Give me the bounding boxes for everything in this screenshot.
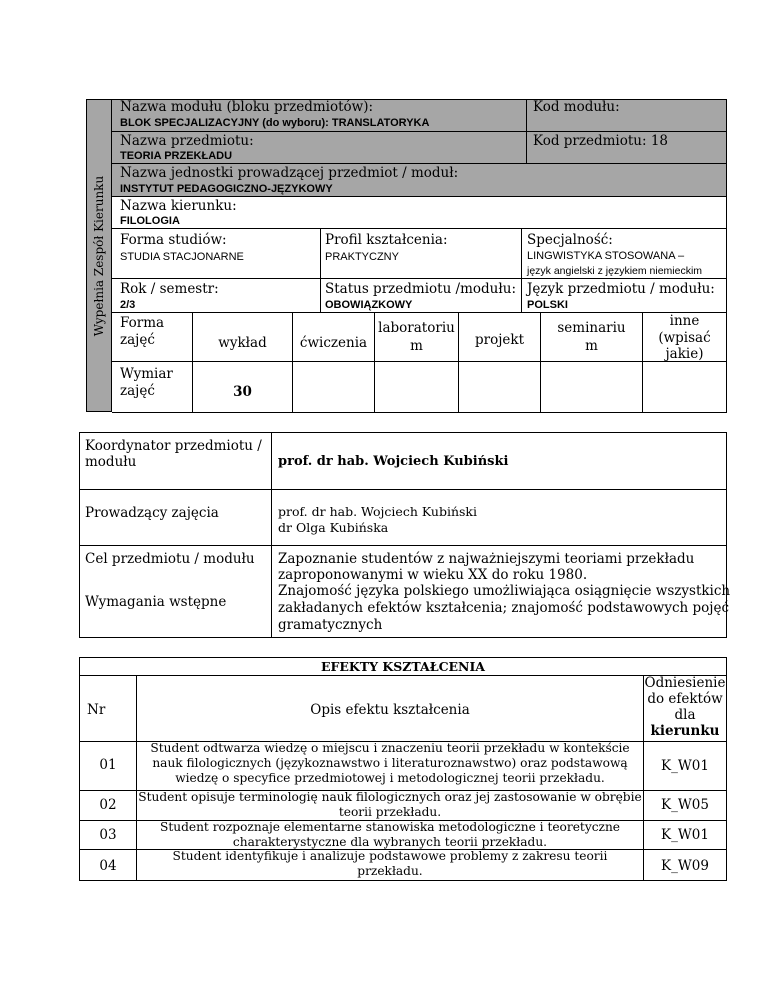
col-ref-3: dla: [674, 707, 696, 723]
goal-line-1: Zapoznanie studentów z najważniejszymi teoriami przekładu: [278, 551, 695, 567]
effect-nr: 04: [99, 858, 117, 874]
goal-label: Cel przedmiotu / modułu: [85, 551, 255, 567]
effect-nr: 02: [99, 797, 117, 813]
effect-ref: K_W09: [661, 858, 709, 874]
hours-label-1: Wymiar: [120, 366, 173, 382]
coordinator-value: prof. dr hab. Wojciech Kubiński: [278, 454, 509, 469]
language-label: Język przedmiotu / modułu:: [527, 281, 715, 297]
unit-value: INSTYTUT PEDAGOGICZNO-JĘZYKOWY: [120, 183, 333, 195]
effect-desc-line: Student opisuje terminologię nauk filologicznych oraz jej zastosowanie w obrębie: [138, 790, 642, 804]
hours-wyklad: 30: [233, 384, 252, 400]
form-inne-3: jakie): [665, 346, 704, 362]
effect-desc-line: nauk filologicznych (językoznawstwo i literaturoznawstwo) oraz podstawową: [152, 756, 628, 770]
coordinator-label-1: Koordynator przedmiotu /: [85, 438, 262, 454]
effect-nr: 01: [99, 757, 117, 773]
specialty-value-2: język angielski z językiem niemieckim: [527, 265, 703, 277]
col-nr: Nr: [87, 702, 106, 718]
year-label: Rok / semestr:: [120, 281, 219, 297]
profile-label: Profil kształcenia:: [325, 232, 448, 248]
req-line-1: Znajomość języka polskiego umożliwiająca osiągnięcie wszystkich: [278, 583, 731, 599]
goal-line-2: zaproponowanymi w wieku XX do roku 1980.: [278, 567, 588, 583]
module-name-value: BLOK SPECJALIZACYJNY (do wyboru): TRANSLATORYKA: [120, 117, 430, 129]
form-inne-2: (wpisać: [658, 330, 711, 346]
teachers-label: Prowadzący zajęcia: [85, 505, 219, 521]
module-code-label: Kod modułu:: [533, 99, 620, 115]
form-sem-1: seminariu: [557, 320, 626, 336]
form-wyklad: wykład: [218, 335, 267, 351]
effect-desc-line: Student rozpoznaje elementarne stanowiska metodologiczne i teoretyczne: [159, 820, 621, 834]
effect-desc-line: teorii przekładu.: [338, 805, 442, 819]
form-inne-1: inne: [669, 313, 700, 329]
coordinator-label-2: modułu: [85, 454, 137, 470]
teacher-1: prof. dr hab. Wojciech Kubiński: [278, 504, 478, 519]
form-cwiczenia: ćwiczenia: [299, 335, 368, 351]
effect-desc-line: charakterystyczne dla wybranych teorii przekładu.: [232, 835, 548, 849]
subject-name-label: Nazwa przedmiotu:: [120, 133, 254, 149]
subject-name-value: TEORIA PRZEKŁADU: [120, 150, 233, 162]
effect-nr: 03: [99, 827, 117, 843]
col-ref-1: Odniesienie: [644, 675, 726, 691]
form-lab-1: laboratoriu: [378, 320, 455, 336]
specialty-label: Specjalność:: [527, 232, 613, 248]
req-line-3: gramatycznych: [278, 617, 383, 633]
col-ref-2: do efektów: [647, 691, 723, 707]
effect-desc-line: Student identyfikuje i analizuje podstawowe problemy z zakresu teorii: [172, 849, 608, 863]
col-ref-4: kierunku: [650, 723, 720, 739]
req-line-2: zakładanych efektów kształcenia; znajomość podstawowych pojęć: [278, 600, 730, 616]
effect-desc-line: Student odtwarza wiedzę o miejscu i znaczeniu teorii przekładu w kontekście: [150, 741, 630, 755]
side-label: Wypełnia Zespół Kierunku: [92, 175, 106, 336]
study-form-label: Forma studiów:: [120, 232, 227, 248]
effects-title: EFEKTY KSZTAŁCENIA: [320, 659, 486, 674]
study-form-value: STUDIA STACJONARNE: [120, 251, 244, 263]
effect-ref: K_W01: [661, 758, 709, 774]
effect-ref: K_W05: [661, 797, 709, 813]
field-label: Nazwa kierunku:: [120, 198, 237, 214]
form-sem-2: m: [585, 338, 598, 354]
profile-value: PRAKTYCZNY: [325, 251, 399, 263]
form-projekt: projekt: [474, 332, 524, 348]
subject-code-label: Kod przedmiotu: 18: [533, 133, 669, 149]
side-label-bar: [86, 99, 112, 412]
status-value: OBOWIĄZKOWY: [325, 299, 413, 311]
effect-ref: K_W01: [661, 827, 709, 843]
language-value: POLSKI: [527, 299, 568, 311]
field-value: FILOLOGIA: [120, 215, 180, 227]
hours-label-2: zajęć: [120, 383, 155, 399]
teacher-2: dr Olga Kubińska: [278, 520, 389, 535]
forms-label-1: Forma: [120, 315, 165, 331]
effect-desc-line: wiedzę o specyfice przedmiotowej i metodologicznej teorii przekładu.: [175, 771, 605, 785]
forms-label-2: zajęć: [120, 332, 155, 348]
col-desc: Opis efektu kształcenia: [310, 702, 470, 718]
unit-label: Nazwa jednostki prowadzącej przedmiot / moduł:: [120, 165, 459, 181]
effect-desc-line: przekładu.: [357, 864, 423, 878]
status-label: Status przedmiotu /modułu:: [325, 281, 516, 297]
req-label: Wymagania wstępne: [85, 594, 227, 610]
year-value: 2/3: [120, 299, 136, 311]
module-name-label: Nazwa modułu (bloku przedmiotów):: [120, 99, 374, 115]
form-lab-2: m: [410, 338, 423, 354]
specialty-value: LINGWISTYKA STOSOWANA –: [527, 250, 685, 262]
